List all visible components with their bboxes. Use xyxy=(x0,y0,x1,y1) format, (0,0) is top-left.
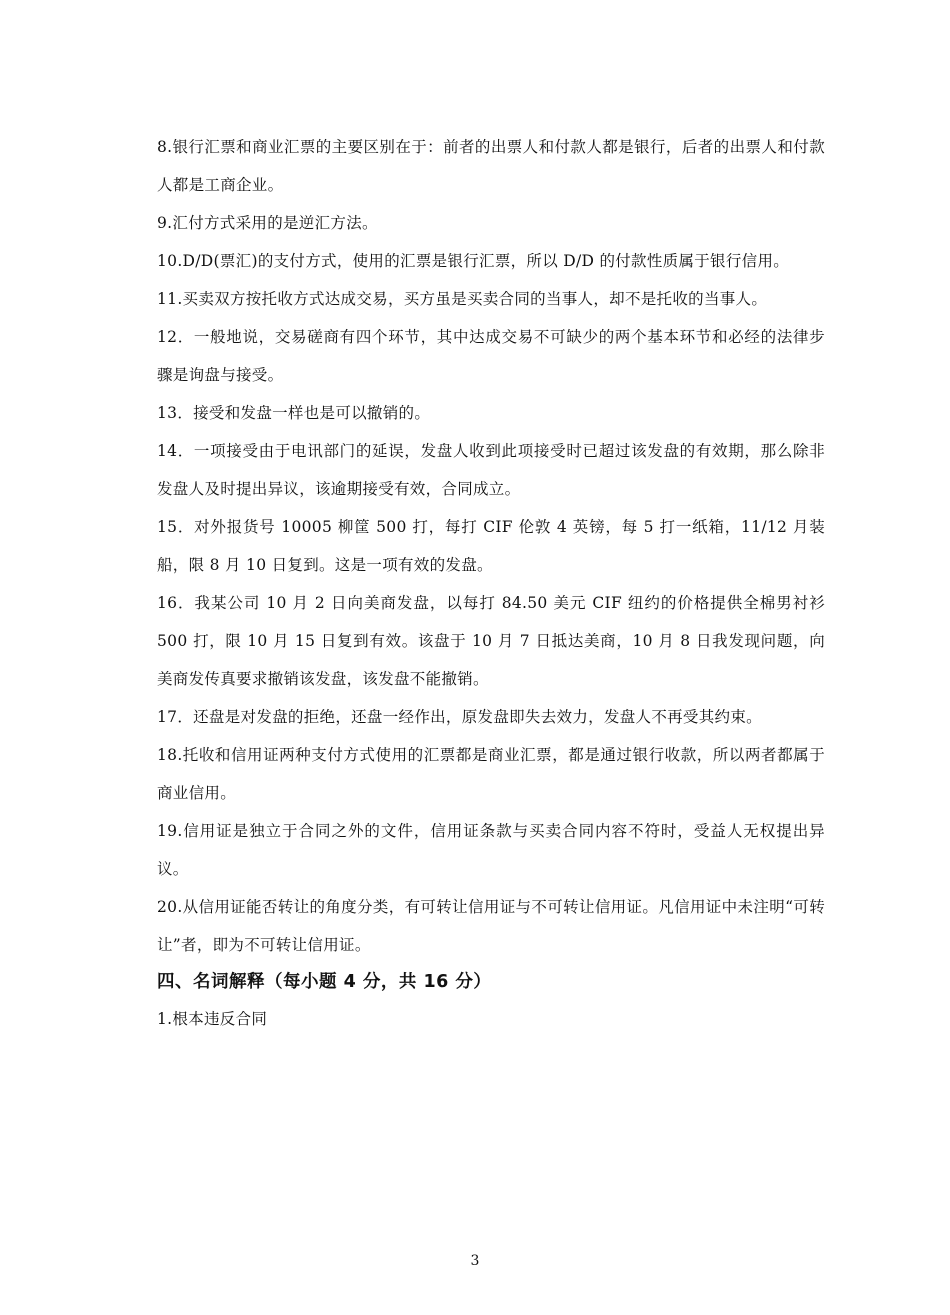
question-item-13: 13．接受和发盘一样也是可以撤销的。 xyxy=(157,404,431,422)
question-item-14: 14．一项接受由于电讯部门的延误，发盘人收到此项接受时已超过该发盘的有效期，那么除非发盘人及时提出异议，该逾期接受有效，合同成立。 xyxy=(157,442,825,498)
question-item-17: 17．还盘是对发盘的拒绝，还盘一经作出，原发盘即失去效力，发盘人不再受其约束。 xyxy=(157,708,762,726)
question-item-15: 15．对外报货号 10005 柳筐 500 打，每打 CIF 伦敦 4 英镑，每 5 打一纸箱，11/12 月装船，限 8 月 10 日复到。这是一项有效的发盘。 xyxy=(157,518,825,574)
section-heading: 四、名词解释（每小题 4 分，共 16 分） xyxy=(157,972,492,992)
page-number: 3 xyxy=(470,1253,480,1269)
question-item-16: 16．我某公司 10 月 2 日向美商发盘，以每打 84.50 美元 CIF 纽约的价格提供全棉男衬衫 500 打，限 10 月 15 日复到有效。该盘于 10 月 7 日抵达美商，10 月 8 日我发现问题，向美商发传真要求撤销该发盘，该发盘不能撤销。 xyxy=(157,594,825,688)
question-item-10: 10.D/D(票汇)的支付方式，使用的汇票是银行汇票，所以 D/D 的付款性质属于银行信用。 xyxy=(157,252,790,270)
question-item-11: 11.买卖双方按托收方式达成交易，买方虽是买卖合同的当事人，却不是托收的当事人。 xyxy=(157,290,768,308)
question-item-9: 9.汇付方式采用的是逆汇方法。 xyxy=(157,214,378,232)
question-item-8: 8.银行汇票和商业汇票的主要区别在于：前者的出票人和付款人都是银行，后者的出票人和付款人都是工商企业。 xyxy=(157,138,825,194)
term-item-1: 1.根本违反合同 xyxy=(157,1010,268,1028)
question-item-12: 12．一般地说，交易磋商有四个环节，其中达成交易不可缺少的两个基本环节和必经的法律步骤是询盘与接受。 xyxy=(157,328,825,384)
question-item-18: 18.托收和信用证两种支付方式使用的汇票都是商业汇票，都是通过银行收款，所以两者都属于商业信用。 xyxy=(157,746,825,802)
question-item-19: 19.信用证是独立于合同之外的文件，信用证条款与买卖合同内容不符时，受益人无权提出异议。 xyxy=(157,822,825,878)
document-body xyxy=(157,128,825,1038)
question-item-20: 20.从信用证能否转让的角度分类，有可转让信用证与不可转让信用证。凡信用证中未注明“可转让”者，即为不可转让信用证。 xyxy=(157,898,825,954)
